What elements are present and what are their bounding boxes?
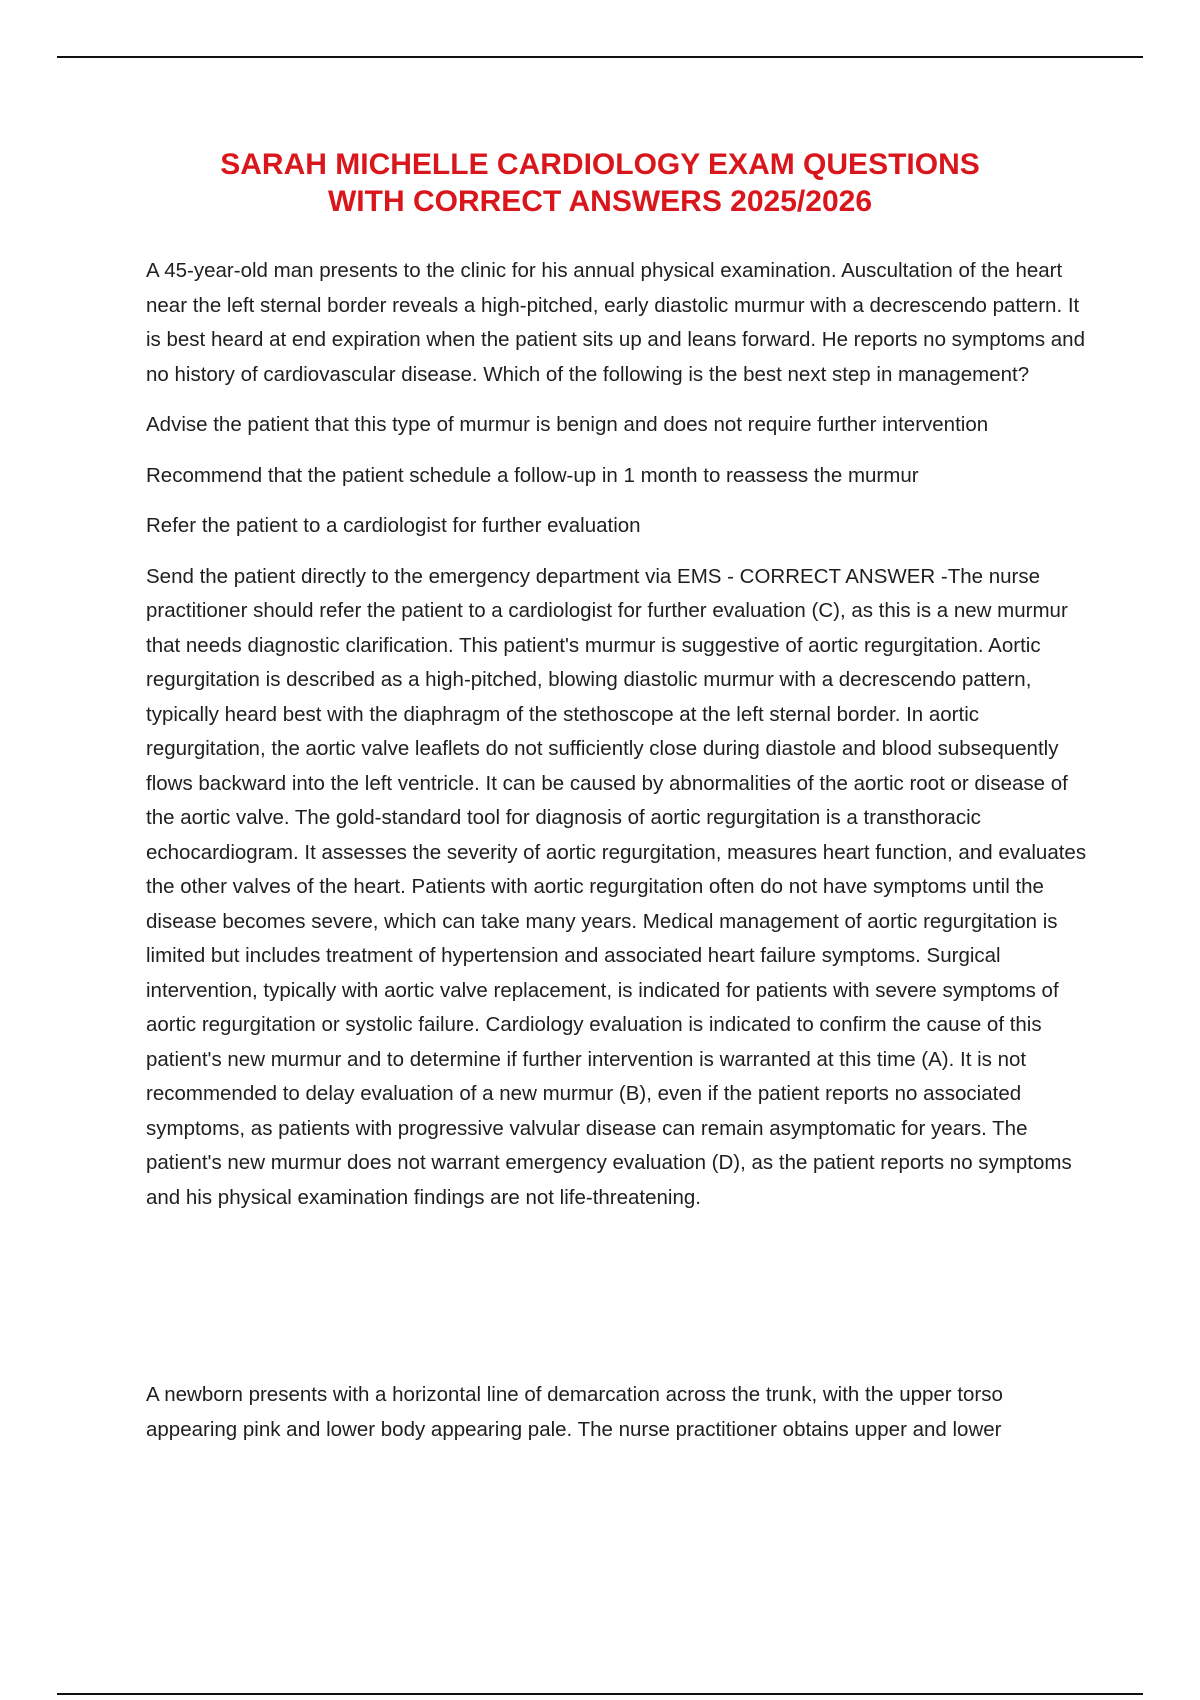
question-1-block [146,254,1096,1231]
title-line-2: WITH CORRECT ANSWERS 2025/2026 [327,185,872,218]
title-line-1: SARAH MICHELLE CARDIOLOGY EXAM QUESTIONS [220,148,980,181]
question-2-stem: A newborn presents with a horizontal line of demarcation across the trunk, with the upper torso appearing pink and lower body appearing pale. The nurse practitioner obtains upper and lower [146,1383,1003,1441]
question-1-option-a: Advise the patient that this type of murmur is benign and does not require further intervention [146,413,989,436]
question-1-option-c: Refer the patient to a cardiologist for further evaluation [146,514,641,537]
top-divider [57,56,1143,58]
question-1-option-d-answer: Send the patient directly to the emergency department via EMS - CORRECT ANSWER -The nurse practitioner should refer the patient to a cardiologist for further evaluation (C), as this is a new murmur that needs diagnostic clarification. This patient's murmur is suggestive of aortic regurgitation. Aortic regurgitation is described as a high-pitched, blowing diastolic murmur with a decrescendo pattern, typically heard best with the diaphragm of the stethoscope at the left sternal border. In aortic regurgitation, the aortic valve leaflets do not sufficiently close during diastole and blood subsequently flows backward into the left ventricle. It can be caused by abnormalities of the aortic root or disease of the aortic valve. The gold-standard tool for diagnosis of aortic regurgitation is a transthoracic echocardiogram. It assesses the severity of aortic regurgitation, measures heart function, and evaluates the other valves of the heart. Patients with aortic regurgitation often do not have symptoms until the disease becomes severe, which can take many years. Medical management of aortic regurgitation is limited but includes treatment of hypertension and associated heart failure symptoms. Surgical intervention, typically with aortic valve replacement, is indicated for patients with severe symptoms of aortic regurgitation or systolic failure. Cardiology evaluation is indicated to confirm the cause of this patient's new murmur and to determine if further intervention is warranted at this time (A). It is not recommended to delay evaluation of a new murmur (B), even if the patient reports no associated symptoms, as patients with progressive valvular disease can remain asymptomatic for years. The patient's new murmur does not warrant emergency evaluation (D), as the patient reports no symptoms and his physical examination findings are not life-threatening. [146,564,1087,1209]
bottom-divider [57,1693,1143,1695]
document-title [100,146,1100,220]
question-1-option-b: Recommend that the patient schedule a follow-up in 1 month to reassess the murmur [146,463,919,487]
question-1-stem: A 45-year-old man presents to the clinic for his annual physical examination. Auscultation of the heart near the left sternal border reveals a high-pitched, early diastolic murmur with a decrescendo pattern. It is best heard at end expiration when the patient sits up and leans forward. He reports no symptoms and no history of cardiovascular disease. Which of the following is the best next step in management? [146,259,1085,386]
